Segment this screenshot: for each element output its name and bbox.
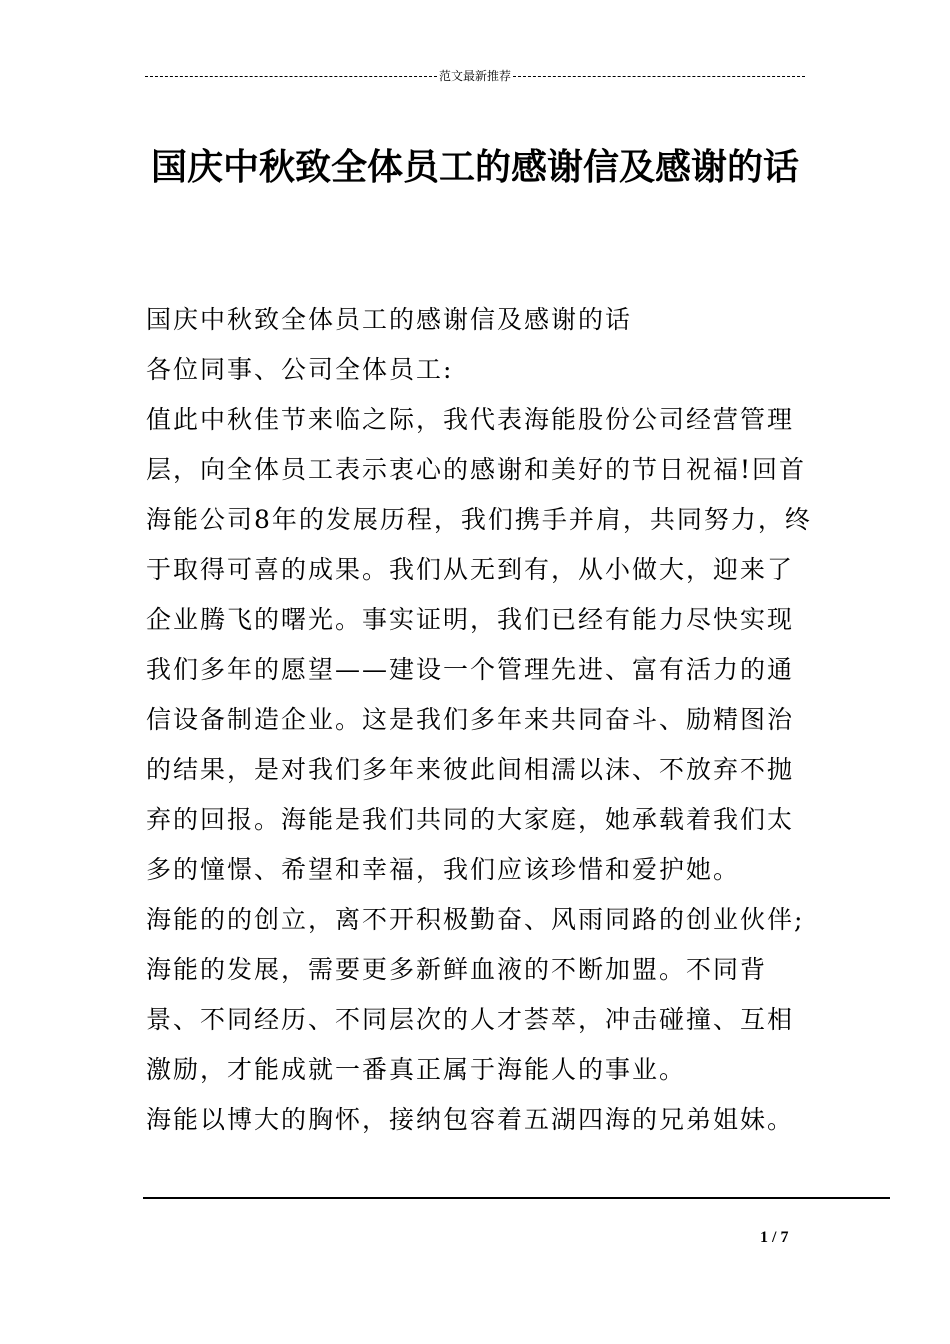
page-number: 1 / 7 — [760, 1229, 789, 1246]
footer-rule — [143, 1197, 890, 1199]
document-title: 国庆中秋致全体员工的感谢信及感谢的话 — [150, 146, 799, 188]
body-paragraph: 值此中秋佳节来临之际，我代表海能股份公司经营管理层，向全体员工表示衷心的感谢和美好的节日祝福!回首海能公司8年的发展历程，我们携手并肩，共同努力，终于取得可喜的成果。我们从无到有，从小做大，迎来了企业腾飞的曙光。事实证明，我们已经有能力尽快实现我们多年的愿望——建设一个管理先进、富有活力的通信设备制造企业。这是我们多年来共同奋斗、励精图治的结果，是对我们多年来彼此间相濡以沫、不放弃不抛弃的回报。海能是我们共同的大家庭，她承载着我们太多的憧憬、希望和幸福，我们应该珍惜和爱护她。 — [146, 405, 812, 884]
document-body — [146, 295, 816, 1145]
header-dash-right — [513, 76, 805, 77]
body-paragraph: 海能以博大的胸怀，接纳包容着五湖四海的兄弟姐妹。 — [146, 1105, 795, 1134]
subtitle-paragraph: 国庆中秋致全体员工的感谢信及感谢的话 — [146, 305, 633, 334]
header-label: 范文最新推荐 — [439, 69, 512, 83]
body-paragraph: 海能的的创立，离不开积极勤奋、风雨同路的创业伙伴;海能的发展，需要更多新鲜血液的不断加盟。不同背景、不同经历、不同层次的人才荟萃，冲击碰撞、互相激励，才能成就一番真正属于海能人的事业。 — [146, 905, 805, 1084]
page-header — [145, 66, 805, 86]
salutation-paragraph: 各位同事、公司全体员工: — [146, 355, 454, 384]
header-dash-left — [145, 76, 437, 77]
